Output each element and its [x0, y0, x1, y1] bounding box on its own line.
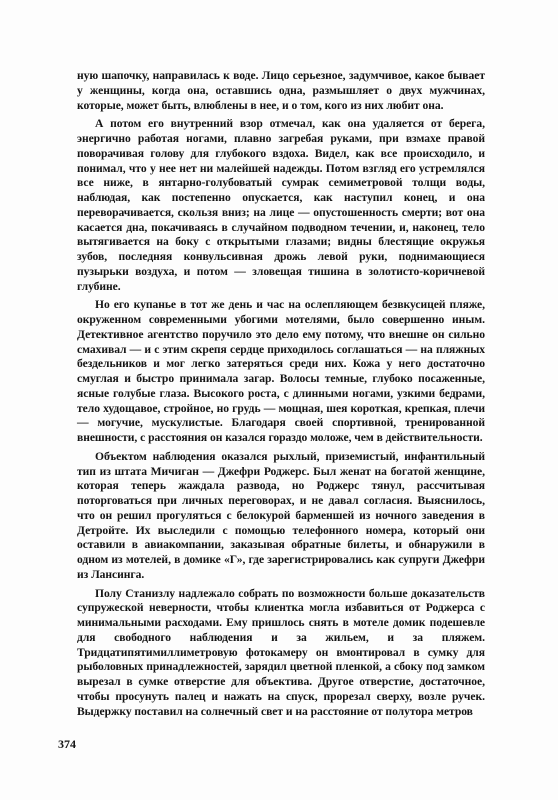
paragraph-1: ную шапочку, направилась к воде. Лицо серьезное, задумчивое, какое бывает у женщины, когда она, оставшись одна, размышляет о двух мужчинах, которые, может быть, влюблены в нее, и о том, кого из них любит она. — [77, 69, 485, 112]
paragraph-4: Объектом наблюдения оказался рыхлый, приземистый, инфантильный тип из штата Мичиган — Джефри Роджерс. Был женат на богатой женщине, которая теперь жаждала развода, но Роджерс тянул, рассчитывая поторговаться при личных переговорах, и не давал согласия. Выяснилось, что он решил прогуляться с белокурой барменшей из ночного заведения в Детройте. Их выследили с помощью телефонного номера, который они оставили в авиакомпании, заказывая обратные билеты, и обнаружили в одном из мотелей, в домике «Г», где зарегистрировались как супруги Джефри из Лансинга. — [77, 449, 485, 581]
paragraph-2: А потом его внутренний взор отмечал, как она удаляется от берега, энергично работая ногами, плавно загребая руками, при взмахе правой поворачивая голову для глубокого вздоха. Видел, как все происходило, и понимал, что у нее нет ни малейшей надежды. Потом взгляд его устремлялся все ниже, в янтарно-голубоватый сумрак семиметровой толщи воды, наблюдая, как постепенно опускается, как наступил конец, и она переворачивается, скользя вниз; на лице — опустошенность смерти; вот она касается дна, покачиваясь в случайном подводном течении, и, наконец, тело вытягивается на боку с открытыми глазами; видны блестящие окружья зубов, последняя конвульсивная дрожь левой руки, поднимающиеся пузырьки воздуха, и потом — зловещая тишина в золотисто-коричневой глубине. — [77, 117, 485, 293]
paragraph-5: Полу Станизлу надлежало собрать по возможности больше доказательств супружеской неверности, чтобы клиентка могла избавиться от Роджерса с минимальными расходами. Ему пришлось снять в мотеле домик подешевле для свободного наблюдения и за жильем, и за пляжем. Тридцатипятимиллиметровую фотокамеру он вмонтировал в сумку для рыболовных принадлежностей, зарядил цветной пленкой, а сбоку под замком вырезал в сумке отверстие для объектива. Другое отверстие, достаточное, чтобы просунуть палец и нажать на спуск, прорезал сверху, возле ручек. Выдержку поставил на солнечный свет и на расстояние от полутора метров — [77, 586, 485, 718]
paragraph-3: Но его купанье в тот же день и час на ослепляющем безвкусицей пляже, окруженном современными убогими мотелями, было совершенно иным. Детективное агентство поручило это дело ему потому, что внешне он сильно смахивал — и с этим скрепя сердце приходилось соглашаться — на пляжных бездельников и мог легко затеряться среди них. Кожа у него достаточно смуглая и быстро принимала загар. Волосы темные, глубоко посаженные, ясные голубые глаза. Высокого роста, с длинными ногами, узкими бедрами, тело худощавое, стройное, но грудь — мощная, шея короткая, крепкая, плечи — могучие, мускулистые. Благодаря своей спортивной, тренированной внешности, с расстояния он казался гораздо моложе, чем в действительности. — [77, 298, 485, 444]
body-text — [77, 69, 485, 723]
page-number: 374 — [58, 737, 76, 751]
